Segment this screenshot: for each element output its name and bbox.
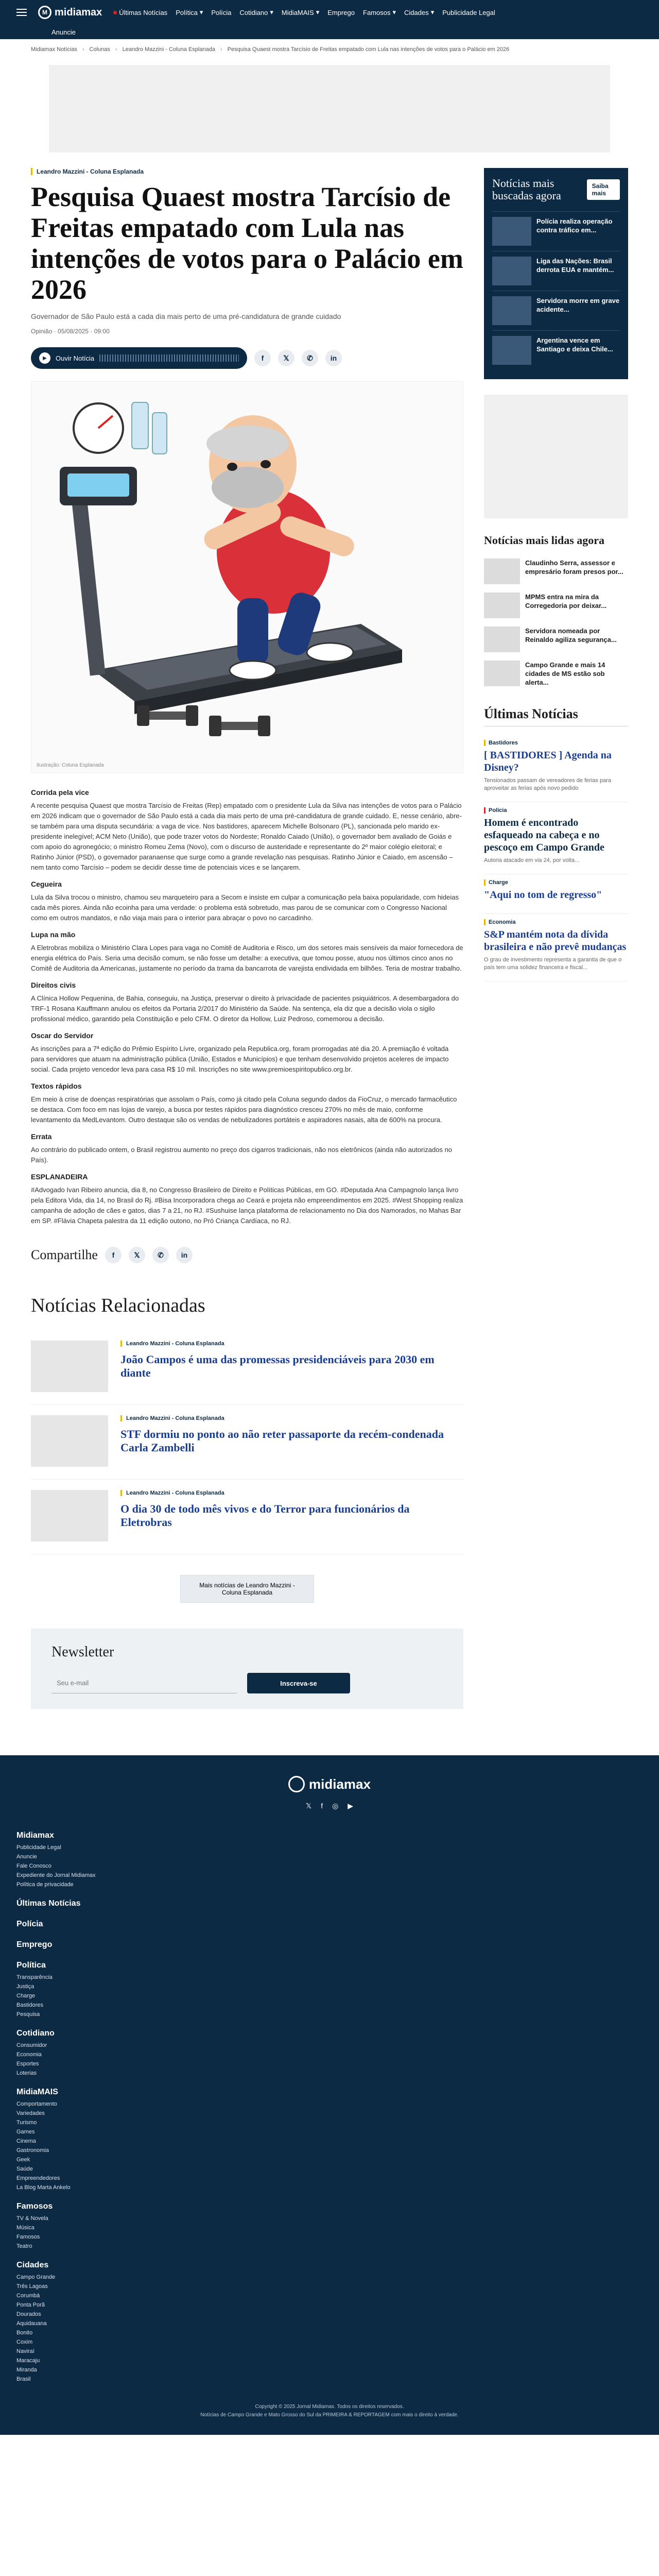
footer-link[interactable]: Consumidor — [16, 2042, 47, 2048]
footer-link[interactable]: Anuncie — [16, 1854, 37, 1860]
section-text: As inscrições para a 7ª edição do Prêmio Espírito Lívre, organizado pela Republica.org, foram prorrogadas até dia 20. A premiação é voltada para servidores que atuam na administração pública (União, Estados e Municípios) e que tenham desenvolvido projetos aceleres de impacto social. Cada projeto vencedor leva para casa R$ 10 mil. Inscrições no site www.premioespiritopublico.org.br. — [31, 1045, 449, 1073]
footer-link[interactable]: Pesquisa — [16, 2011, 40, 2018]
article-illustration — [31, 381, 463, 773]
footer-link[interactable]: Esportes — [16, 2061, 39, 2067]
facebook-icon[interactable]: f — [105, 1247, 122, 1263]
related-heading: Notícias Relacionadas — [31, 1295, 205, 1316]
most-read-item[interactable]: Servidora nomeada por Reinaldo agiliza segurança... — [484, 622, 628, 656]
section-heading: Textos rápidos — [31, 1082, 82, 1090]
section-heading: ESPLANADEIRA — [31, 1173, 88, 1181]
footer-link[interactable]: Coxim — [16, 2339, 33, 2345]
site-header — [0, 0, 659, 39]
footer-link[interactable]: Famosos — [16, 2234, 40, 2240]
share-row — [31, 1247, 463, 1263]
related-tag[interactable]: Leandro Mazzini - Coluna Esplanada — [120, 1490, 463, 1496]
crumb-coluna[interactable]: Leandro Mazzini - Coluna Esplanada — [122, 46, 215, 53]
facebook-icon[interactable]: f — [254, 350, 271, 366]
footer-section-title[interactable]: Midiamax — [16, 1831, 54, 1840]
footer-link[interactable]: Saúde — [16, 2166, 33, 2172]
latest-category[interactable]: Polícia — [484, 807, 628, 814]
related-thumb[interactable] — [31, 1415, 108, 1467]
footer-link[interactable]: TV & Novela — [16, 2215, 48, 2222]
footer-section-title[interactable]: Cotidiano — [16, 2029, 55, 2038]
latest-desc: Tensionados passam de vereadores de ferias para aproveitar as ferias após novo pedido — [484, 777, 612, 791]
audio-share-row — [31, 347, 463, 369]
article-lead: Governador de São Paulo está a cada dia mais perto de uma pré-candidatura de grande cuidado — [31, 312, 341, 320]
linkedin-icon[interactable]: in — [176, 1247, 193, 1263]
email-field[interactable] — [51, 1673, 237, 1693]
nav-cotidiano[interactable]: Cotidiano ▾ — [239, 8, 273, 16]
footer-section — [16, 2088, 643, 2191]
latest-card[interactable] — [484, 874, 628, 914]
footer-link[interactable]: Teatro — [16, 2243, 32, 2249]
waveform[interactable] — [99, 354, 239, 362]
see-more-button[interactable]: Saiba mais — [587, 179, 620, 200]
section-heading: Direitos civis — [31, 981, 76, 989]
nav-politica[interactable]: Política ▾ — [176, 8, 203, 16]
footer-section-title[interactable]: Política — [16, 1961, 46, 1970]
footer-link[interactable]: Games — [16, 2129, 35, 2135]
footer-link[interactable]: Bastidores — [16, 2002, 43, 2008]
footer-section — [16, 2202, 643, 2249]
footer-section-title[interactable]: Emprego — [16, 1940, 53, 1949]
searched-thumb[interactable] — [492, 296, 531, 325]
related-card[interactable] — [31, 1480, 463, 1554]
image-caption: Ilustração: Coluna Esplanada — [37, 762, 104, 768]
footer-link[interactable]: Cinema — [16, 2138, 36, 2144]
footer-link[interactable]: Publicidade Legal — [16, 1844, 61, 1851]
whatsapp-icon[interactable]: ✆ — [152, 1247, 169, 1263]
latest-category[interactable]: Charge — [484, 879, 628, 886]
sub-nav — [0, 25, 659, 39]
breadcrumb: Midiamax Notícias › Colunas › Leandro Mazzini - Coluna Esplanada › Pesquisa Quaest mostra Tarcísio de Freitas empatado com Lula nas intenções de votos para o Palácio em 2026 — [31, 46, 510, 53]
section-text: Lula da Silva trocou o ministro, chamou seu marqueteiro para a Secom e insiste em culpar a comunicação pela baixa popularidade, com hideias cada mês piores. Ainda não ecoinha para uma verdade: o problema está sobretudo, mas parou de se comunicar com o Congresso Nacional como em outros mandatos, e não viaja mais para o interior para abraçar o povo no carcadinho. — [31, 893, 459, 922]
latest-desc: O grau de investimento representa a garantia de que o país tem uma solidez financeira e fiscal... — [484, 957, 622, 971]
crumb-current: Pesquisa Quaest mostra Tarcísio de Freitas empatado com Lula nas intenções de votos para o Palácio em 2026 — [227, 46, 510, 53]
footer-link[interactable]: Aquidauana — [16, 2320, 47, 2327]
read-thumb[interactable] — [484, 558, 520, 584]
top-bar — [0, 0, 659, 25]
footer-link[interactable]: Empreendedores — [16, 2175, 60, 2181]
latest-title[interactable]: "Aqui no tom de regresso" — [484, 889, 602, 901]
more-news-button[interactable]: Mais notícias de Leandro Mazzini - Coluna Esplanada — [180, 1575, 314, 1603]
section-text: A Eletrobras mobiliza o Ministério Clara Lopes para vaga no Comitê de Auditoria e Risco, um dos setores mais sensíveis da maior fornecedora de energia elétrica do País. Seria uma decisão comum, se não fosse um detalhe: a executiva, que tomou posse, atuou nos últimos cinco anos no Comitê de Auditoria da Americanas, justamente no período da trama da bancarrota de varejista endividada em bilhões. Teria de mostrar trabalho. — [31, 944, 463, 972]
most-read-item[interactable]: MPMS entra na mira da Corregedoria por deixar... — [484, 588, 628, 622]
footer-link[interactable]: Ponta Porã — [16, 2302, 45, 2308]
most-read-item[interactable]: Campo Grande e mais 14 cidades de MS estão sob alerta... — [484, 656, 628, 691]
newsletter — [31, 1629, 463, 1709]
searched-item[interactable]: Servidora morre em grave acidente... — [492, 291, 620, 330]
footer-link[interactable]: Loterias — [16, 2070, 37, 2076]
section-text: A Clínica Hollow Pequenina, de Bahia, conseguiu, na Justiça, preservar o direito à privacidade de pacientes psiquiátricos. A desembargadora do TRF-1 Rosana Kauffmann anulou os efeitos da Portaria 2/2017 do Ministério da Saúde. Na sentença, ela diz que a decisão viola o sigilo profissional médico, garantido pela Constituição e pelo CFM. O diretor da Hollow, Luiz Pedroso, comemorou a decisão. — [31, 994, 459, 1023]
sidebar — [484, 168, 628, 1735]
most-read-heading: Notícias mais lidas agora — [484, 534, 605, 547]
section-text: Em meio à crise de doenças respiratórias que assolam o País, como já citado pela Coluna segundo dados da FioCruz, o mercado farmacêutico se destaca. Com foco em nas lojas de varejo, a busca por testes rápidos para diagnóstico cresceu 270% no mês de maio, conforme levantamento da MedLevantom. Outro destaque são os vendas de nebulizadores portáteis e aspiradores nasais, alta de 600% na procura. — [31, 1095, 457, 1124]
crumb-home[interactable]: Midiamax Notícias — [31, 46, 77, 53]
latest-card[interactable] — [484, 914, 628, 981]
footer-section — [16, 1920, 643, 1929]
page-title: Pesquisa Quaest mostra Tarcísio de Freitas empatado com Lula nas intenções de votos para o Palácio em 2026 — [31, 181, 463, 305]
site-footer — [0, 1755, 659, 2435]
footer-link[interactable]: La Blog Marta Ankelo — [16, 2184, 71, 2191]
nav-emprego[interactable]: Emprego — [327, 8, 355, 16]
footer-section — [16, 2029, 643, 2076]
treadmill-cartoon — [31, 382, 463, 763]
latest-card[interactable] — [484, 802, 628, 874]
footer-section-title[interactable]: Polícia — [16, 1920, 43, 1928]
latest-category[interactable]: Economia — [484, 919, 628, 925]
footer-section-title[interactable]: Últimas Notícias — [16, 1899, 81, 1908]
footer-section — [16, 1961, 643, 2018]
footer-link[interactable]: Três Lagoas — [16, 2283, 48, 2290]
site-logo[interactable]: M midiamax — [38, 6, 102, 19]
copyright: Copyright © 2025 Jornal Midiamax. Todos os direitos reservados. — [255, 2404, 404, 2410]
nav-policia[interactable]: Polícia — [211, 8, 232, 16]
nav-ultimas[interactable]: Últimas Notícias — [113, 9, 167, 16]
related-title[interactable]: O dia 30 de todo mês vivos e do Terror para funcionários da Eletrobras — [120, 1502, 410, 1529]
footer-section — [16, 1831, 643, 1888]
section-heading: Lupa na mão — [31, 930, 76, 939]
nav-midiamais[interactable]: MidiaMAIS ▾ — [281, 8, 320, 16]
related-card[interactable] — [31, 1405, 463, 1480]
x-icon[interactable]: 𝕏 — [305, 1802, 312, 1810]
footer-section-title[interactable]: Famosos — [16, 2202, 53, 2211]
footer-section — [16, 2261, 643, 2382]
searched-thumb[interactable] — [492, 336, 531, 365]
searched-item[interactable]: Argentina vence em Santiago e deixa Chile... — [492, 330, 620, 370]
footer-bottom — [16, 2403, 643, 2419]
article-main — [31, 168, 463, 1735]
nav-publicidade[interactable]: Publicidade Legal — [442, 8, 495, 16]
searched-thumb[interactable] — [492, 257, 531, 285]
nav-anuncie[interactable]: Anuncie — [51, 28, 76, 36]
latest-desc: Autoria atacado em via 24, por volta... — [484, 857, 580, 863]
newsletter-title: Newsletter — [51, 1644, 114, 1660]
x-icon[interactable]: 𝕏 — [129, 1247, 145, 1263]
linkedin-icon[interactable]: in — [325, 350, 342, 366]
latest-title[interactable]: Homem é encontrado esfaqueado na cabeça e no pescoço em Campo Grande — [484, 817, 604, 853]
crumb-colunas[interactable]: Colunas — [89, 46, 110, 53]
latest-heading: Últimas Notícias — [484, 706, 628, 726]
footer-link[interactable]: Geek — [16, 2157, 30, 2163]
legal-text: Notícias de Campo Grande e Mato Grosso do Sul da PRIMEIRA & REPORTAGEM com mais o direito à verdade. — [200, 2412, 459, 2418]
section-heading: Errata — [31, 1132, 52, 1141]
footer-link[interactable]: Justiça — [16, 1984, 34, 1990]
most-read-item[interactable]: Claudinho Serra, assessor e empresário foram presos por... — [484, 554, 628, 588]
youtube-icon[interactable]: ▶ — [348, 1802, 354, 1810]
play-icon[interactable]: ▶ — [39, 352, 50, 364]
footer-logo[interactable]: midiamax — [16, 1776, 643, 1792]
latest-title[interactable]: S&P mantém nota da dívida brasileira e não prevê mudanças — [484, 929, 627, 953]
footer-link[interactable]: Transparência — [16, 1974, 53, 1980]
footer-section-title[interactable]: Cidades — [16, 2261, 49, 2269]
most-searched-box — [484, 168, 628, 379]
footer-link[interactable]: Turismo — [16, 2120, 37, 2126]
ad-sidebar[interactable] — [484, 395, 628, 518]
instagram-icon[interactable]: ◎ — [332, 1802, 339, 1810]
related-tag[interactable]: Leandro Mazzini - Coluna Esplanada — [120, 1415, 463, 1421]
searched-item[interactable]: Liga das Nações: Brasil derrota EUA e mantém... — [492, 251, 620, 291]
footer-link[interactable]: Dourados — [16, 2311, 41, 2317]
footer-link[interactable]: Música — [16, 2225, 34, 2231]
footer-link[interactable]: Campo Grande — [16, 2274, 56, 2280]
read-thumb[interactable] — [484, 626, 520, 652]
facebook-icon[interactable]: f — [321, 1802, 323, 1810]
read-thumb[interactable] — [484, 592, 520, 618]
searched-thumb[interactable] — [492, 217, 531, 246]
logo-icon: M — [38, 6, 51, 19]
footer-link[interactable]: Maracaju — [16, 2358, 40, 2364]
searched-item[interactable]: Polícia realiza operação contra tráfico em... — [492, 211, 620, 251]
related-thumb[interactable] — [31, 1490, 108, 1541]
footer-link[interactable]: Comportamento — [16, 2101, 57, 2107]
main-nav — [113, 8, 495, 16]
article-tag[interactable]: Leandro Mazzini - Coluna Esplanada — [31, 168, 463, 175]
latest-card[interactable] — [484, 735, 628, 802]
latest-category[interactable]: Bastidores — [484, 740, 628, 746]
footer-link[interactable]: Bonito — [16, 2330, 33, 2336]
section-heading: Cegueira — [31, 880, 62, 888]
latest-title[interactable]: [ BASTIDORES ] Agenda na Disney? — [484, 750, 612, 773]
footer-social — [16, 1802, 643, 1810]
read-thumb[interactable] — [484, 660, 520, 686]
footer-section — [16, 1899, 643, 1908]
footer-link[interactable]: Fale Conosco — [16, 1863, 51, 1869]
section-text: A recente pesquisa Quaest que mostra Tarcísio de Freitas (Rep) empatado com o presidente Lula da Silva nas intenções de votos para o Palácio em 2026 indicam que o governador de São Paulo está a cada dia mais perto de uma pré-candidatura de grande cuidado. E, nesse cenário, abre-se também para uma disputa secundária: a vaga de vice. Nos bastidores, aparecem Michelle Bolsonaro (PL), sancionada pelo marido ex-presidente inelegível; ACM Neto (União), que pode trazer votos do Nordeste; Ronaldo Caiado (União), o governador bem avaliado de Goiás e com apoio do agronegócio; o ministro Romeu Zema (Novo), com o discurso de austeridade e representante do 2º maior colégio eleitoral; e Ratinho Júnior (PSD), o governador paranaense que surge como a grande revelação nas pesquisas. Ratinho Júnior e Caiado, em ascensão – nem tanto como Tarcísio – podem se decidir desse time de potenciais vices e se lançarem. — [31, 802, 462, 871]
related-tag[interactable]: Leandro Mazzini - Coluna Esplanada — [120, 1341, 463, 1347]
footer-sections — [16, 1831, 643, 2382]
audio-player[interactable]: ▶ Ouvir Notícia — [31, 347, 247, 369]
nav-cidades[interactable]: Cidades ▾ — [404, 8, 435, 16]
section-text: #Advogado Ivan Ribeiro anuncia, dia 8, no Congresso Brasileiro de Direito e Políticas Públicas, em GO. #Deputada Ana Campagnolo lança livro pela Editora Vida, dia 14, no Brasil do Rj. #Bisa Incorporadora chega ao Ceará e projeta não empreendimentos em 2025. #West Shopping realiza campanha de adoção de cães e gatos, dias 7 a 21, no RJ. #Sushuise lança plataforma de relacionamento no Dia dos Namorados, no Mahas Bar em SP. #Flávia Chapeta palestra da 11 edição outono, no Pró Criança Cardíaca, no RJ. — [31, 1186, 463, 1225]
logo-icon — [288, 1776, 305, 1792]
footer-link[interactable]: Charge — [16, 1993, 36, 1999]
footer-link[interactable]: Miranda — [16, 2367, 37, 2373]
footer-link[interactable]: Corumbá — [16, 2293, 40, 2299]
article-body — [31, 788, 463, 1226]
related-card[interactable] — [31, 1330, 463, 1405]
footer-link[interactable]: Política de privacidade — [16, 1882, 74, 1888]
related-title[interactable]: STF dormiu no ponto ao não reter passaporte da recém-condenada Carla Zambelli — [120, 1428, 444, 1454]
share-label: Compartilhe — [31, 1247, 98, 1262]
section-heading: Oscar do Servidor — [31, 1031, 94, 1040]
x-icon[interactable]: 𝕏 — [278, 350, 294, 366]
whatsapp-icon[interactable]: ✆ — [302, 350, 318, 366]
section-heading: Corrida pela vice — [31, 788, 89, 796]
subscribe-button[interactable]: Inscreva-se — [247, 1673, 350, 1693]
related-news — [31, 1294, 463, 1603]
footer-link[interactable]: Naviraí — [16, 2348, 34, 2354]
ad-banner-top[interactable] — [49, 65, 610, 152]
footer-link[interactable]: Economia — [16, 2052, 42, 2058]
article-byline: Opinião · 05/08/2025 · 09:00 — [31, 328, 110, 335]
footer-link[interactable]: Brasil — [16, 2376, 31, 2382]
related-title[interactable]: João Campos é uma das promessas presidenciáveis para 2030 em diante — [120, 1353, 435, 1379]
footer-section — [16, 1940, 643, 1950]
footer-link[interactable]: Variedades — [16, 2110, 45, 2116]
most-searched-heading: Notícias mais buscadas agora — [492, 177, 561, 202]
section-text: Ao contrário do publicado ontem, o Brasil registrou aumento no preço dos cigarros tradicionais, não nos eletrônicos (ainda não autorizados no País). — [31, 1146, 453, 1164]
related-thumb[interactable] — [31, 1341, 108, 1392]
footer-section-title[interactable]: MidiaMAIS — [16, 2088, 58, 2096]
live-dot-icon — [113, 11, 117, 14]
menu-icon[interactable] — [16, 9, 27, 16]
footer-link[interactable]: Expediente do Jornal Midiamax — [16, 1872, 96, 1878]
footer-link[interactable]: Gastronomia — [16, 2147, 49, 2154]
nav-famosos[interactable]: Famosos ▾ — [363, 8, 396, 16]
